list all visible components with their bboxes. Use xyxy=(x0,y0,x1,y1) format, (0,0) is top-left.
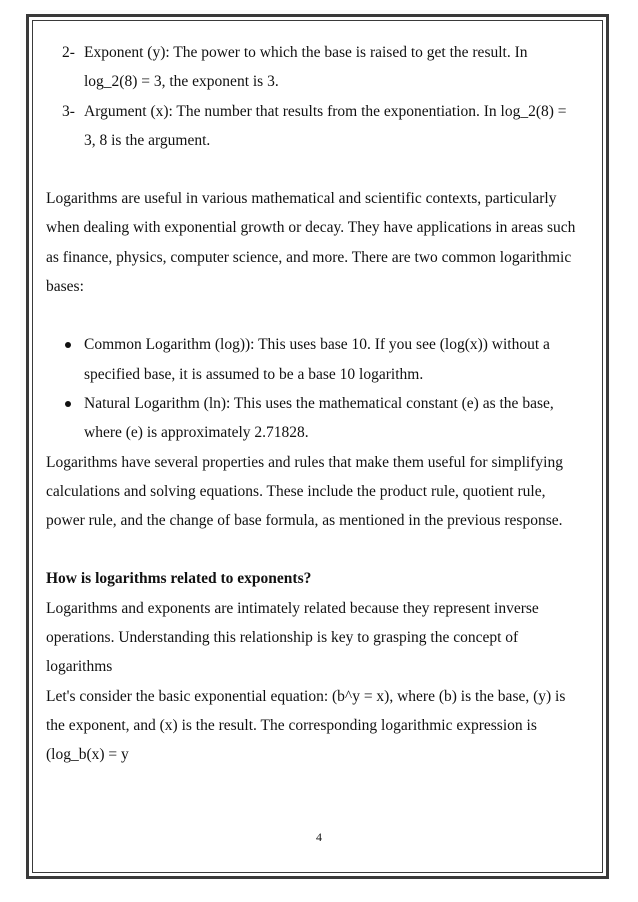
numbered-list xyxy=(46,38,576,155)
list-item-text: Exponent (y): The power to which the base is raised to get the result. In log_2(8) = 3, the exponent is 3. xyxy=(84,44,528,91)
bullet-icon xyxy=(65,401,71,407)
list-number: 3- xyxy=(62,102,75,120)
paragraph-equation: Let's consider the basic exponential equation: (b^y = x), where (b) is the base, (y) is the exponent, and (x) is the result. The corresponding logarithmic expression is (log_b(x) = y xyxy=(46,687,566,764)
list-item xyxy=(46,330,576,389)
list-item-text: Argument (x): The number that results from the exponentiation. In log_2(8) = 3, 8 is the argument. xyxy=(84,102,567,149)
section-heading: How is logarithms related to exponents? xyxy=(46,570,312,588)
list-item xyxy=(46,38,576,97)
bullet-icon xyxy=(65,342,71,348)
list-item-text: Natural Logarithm (ln): This uses the mathematical constant (e) as the base, where (e) is approximately 2.71828. xyxy=(84,394,554,442)
spacer xyxy=(46,155,576,184)
list-number: 2- xyxy=(62,44,75,61)
spacer xyxy=(46,535,576,564)
paragraph-uses: Logarithms are useful in various mathematical and scientific contexts, particularly when dealing with exponential growth or decay. They have applications in areas such as finance, physics, computer science, and more. There are two common logarithmic bases: xyxy=(46,190,576,296)
paragraph-related: Logarithms and exponents are intimately related because they represent inverse operations. Understanding this relationship is key to grasping the concept of logarithms xyxy=(46,599,539,676)
page-number: 4 xyxy=(316,830,322,844)
spacer xyxy=(46,301,576,330)
bullet-list xyxy=(46,330,576,447)
page-content xyxy=(46,38,576,770)
list-item xyxy=(46,389,576,448)
list-item-text: Common Logarithm (log)): This uses base 10. If you see (log(x)) without a specified base, it is assumed to be a base 10 logarithm. xyxy=(84,336,550,383)
list-item xyxy=(46,97,576,156)
paragraph-properties: Logarithms have several properties and rules that make them useful for simplifying calculations and solving equations. These include the product rule, quotient rule, power rule, and the change of base formula, as mentioned in the previous response. xyxy=(46,453,563,530)
